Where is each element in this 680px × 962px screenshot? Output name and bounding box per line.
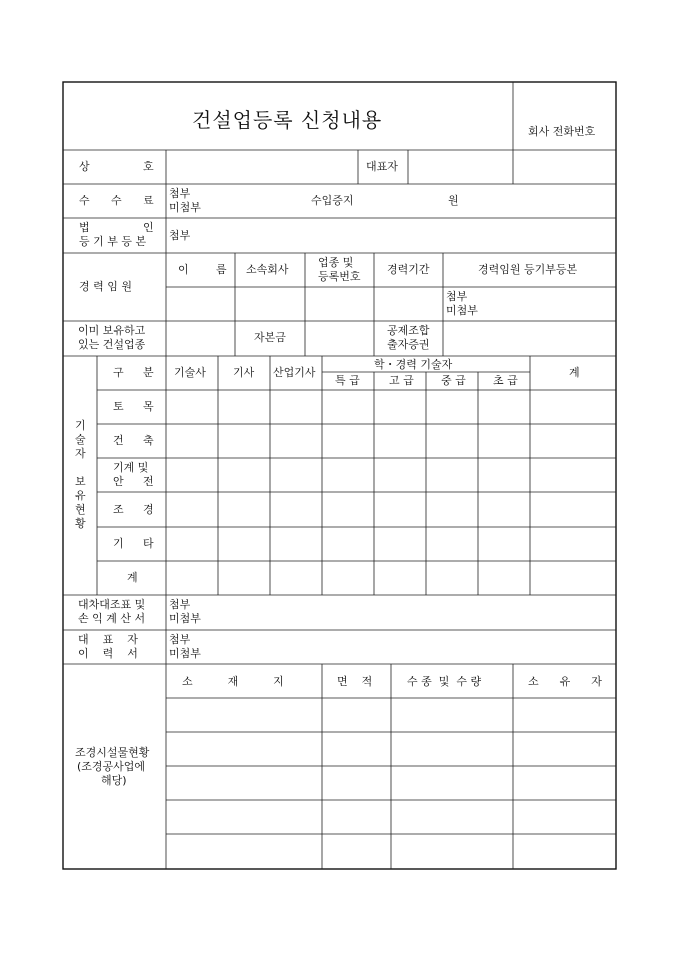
rep-resume-label-1: 대 표 자 (78, 633, 138, 646)
col-business-type: 업종 및 (318, 256, 354, 269)
corp-label-2: 인 (143, 221, 154, 234)
col-industrial-engineer: 산업기사 (273, 366, 316, 379)
company-phone-label: 회사 전화번호 (528, 125, 596, 138)
fee-label-1: 수 (79, 194, 90, 207)
trade-name-label-2: 호 (143, 160, 154, 173)
col-location: 소 재 지 (182, 675, 284, 688)
tech-side-label-2: 술 (75, 433, 86, 446)
corp-label-1: 법 (79, 221, 90, 234)
col-species-quantity: 수 종 및 수 량 (407, 675, 482, 688)
row-other-2: 타 (143, 537, 154, 550)
won-unit: 원 (448, 194, 459, 207)
capital-label: 자본금 (254, 331, 286, 344)
trade-name-field[interactable] (167, 151, 357, 183)
col-company: 소속회사 (246, 263, 289, 276)
balance-attach-option[interactable]: 첨부 (169, 598, 191, 611)
row-mechanical-1: 기계 및 (113, 461, 149, 474)
col-career-period: 경력기간 (387, 263, 430, 276)
fee-label-3: 료 (143, 194, 154, 207)
balance-sheet-label-2: 손 익 계 산 서 (78, 612, 146, 625)
balance-not-attach-option[interactable]: 미첨부 (169, 612, 201, 625)
form-title: 건설업등록 신청내용 (192, 108, 383, 132)
row-architecture-1: 건 (113, 434, 124, 447)
row-civil-1: 토 (113, 400, 124, 413)
tech-side-label-7: 현 (75, 503, 86, 516)
col-total: 계 (569, 366, 580, 379)
corp-attach-option[interactable]: 첨부 (169, 229, 191, 242)
tech-side-label-8: 황 (75, 517, 86, 530)
col-high-grade: 고 급 (389, 374, 414, 387)
col-officer-registry: 경력임원 등기부등본 (478, 263, 578, 276)
col-category-2: 분 (143, 366, 154, 379)
col-owner: 소 유 자 (528, 675, 602, 688)
rep-not-attach-option[interactable]: 미첨부 (169, 647, 201, 660)
corp-registry-label: 등 기 부 등 본 (79, 235, 147, 248)
row-architecture-2: 축 (143, 434, 154, 447)
col-mid-grade: 중 급 (441, 374, 466, 387)
landscape-label-2: (조경공사업에 (77, 760, 146, 773)
revenue-stamp-label: 수입증지 (311, 194, 354, 207)
col-professional-engineer: 기술사 (174, 366, 206, 379)
row-total: 계 (127, 571, 138, 584)
career-officer-label: 경 력 임 원 (79, 280, 132, 293)
existing-license-label-1: 이미 보유하고 (78, 324, 146, 337)
row-mechanical-2a: 안 (113, 475, 124, 488)
row-civil-2: 목 (143, 400, 154, 413)
career-not-attach-option[interactable]: 미첨부 (446, 304, 478, 317)
col-registration-number: 등록번호 (318, 270, 361, 283)
row-other-1: 기 (113, 537, 124, 550)
landscape-label-1: 조경시설물현황 (75, 746, 150, 759)
balance-sheet-label-1: 대차대조표 및 (78, 598, 146, 611)
row-landscape-1: 조 (113, 503, 124, 516)
row-mechanical-2b: 전 (143, 475, 154, 488)
representative-label: 대표자 (366, 160, 398, 173)
fee-label-2: 수 (111, 194, 122, 207)
tech-side-label-1: 기 (75, 419, 86, 432)
col-name-1: 이 (178, 263, 189, 276)
row-landscape-2: 경 (143, 503, 154, 516)
company-phone-field[interactable] (514, 151, 615, 183)
col-category-1: 구 (113, 366, 124, 379)
fee-not-attach-option[interactable]: 미첨부 (169, 201, 201, 214)
col-academic-career: 학・경력 기술자 (374, 358, 453, 371)
representative-field[interactable] (409, 151, 512, 183)
landscape-label-3: 해당) (101, 774, 127, 787)
mutual-aid-label-2: 출자증권 (387, 338, 430, 351)
col-name-2: 름 (216, 263, 227, 276)
tech-side-label-3: 자 (75, 447, 86, 460)
tech-side-label-5: 보 (75, 475, 86, 488)
tech-side-label-6: 유 (75, 489, 86, 502)
trade-name-label-1: 상 (79, 160, 90, 173)
mutual-aid-label-1: 공제조합 (387, 324, 430, 337)
col-beginner-grade: 초 급 (493, 374, 518, 387)
career-attach-option[interactable]: 첨부 (446, 290, 468, 303)
rep-attach-option[interactable]: 첨부 (169, 633, 191, 646)
col-area: 면 적 (337, 675, 373, 688)
col-engineer: 기사 (233, 366, 255, 379)
rep-resume-label-2: 이 력 서 (78, 647, 138, 660)
col-special-grade: 특 급 (335, 374, 360, 387)
existing-license-label-2: 있는 건설업종 (78, 338, 146, 351)
fee-attach-option[interactable]: 첨부 (169, 187, 191, 200)
